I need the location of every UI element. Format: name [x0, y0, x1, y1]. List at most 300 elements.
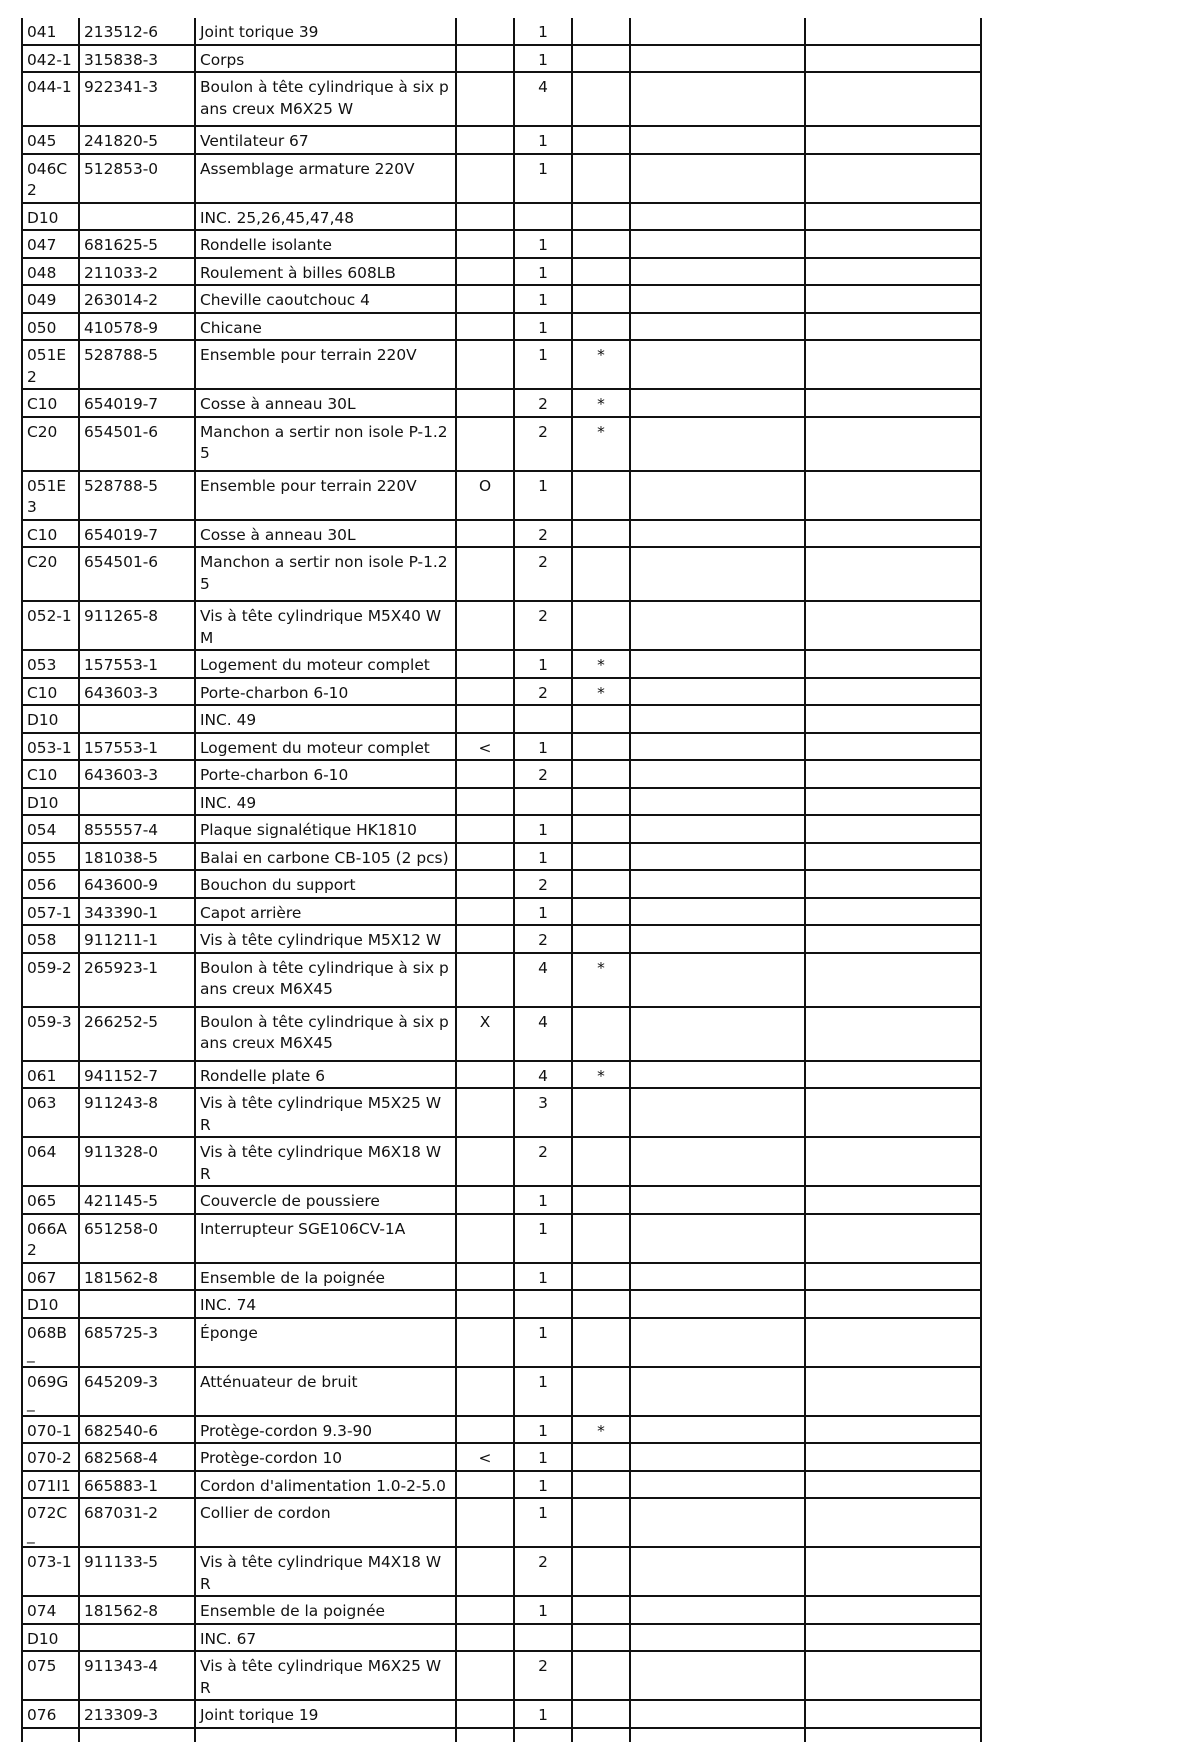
- empty-cell: [805, 1651, 981, 1700]
- mark-cell: [456, 230, 514, 258]
- table-row: [22, 1498, 981, 1547]
- note-cell: [572, 1214, 630, 1263]
- part-number-cell: 241820-5: [79, 126, 195, 154]
- empty-cell: [572, 1728, 630, 1742]
- mark-cell: [456, 18, 514, 45]
- part-number-cell: 911133-5: [79, 1547, 195, 1596]
- quantity-cell: [514, 788, 572, 816]
- empty-cell: [805, 45, 981, 73]
- table-row: [22, 601, 981, 650]
- mark-cell: [456, 1088, 514, 1137]
- part-number-cell: 651258-0: [79, 1214, 195, 1263]
- empty-cell: [630, 705, 805, 733]
- note-cell: [572, 1367, 630, 1416]
- item-number-cell: C10: [22, 389, 79, 417]
- item-number-cell: D10: [22, 788, 79, 816]
- empty-cell: [805, 678, 981, 706]
- quantity-cell: 1: [514, 340, 572, 389]
- note-cell: [572, 520, 630, 548]
- mark-cell: [456, 203, 514, 231]
- empty-cell: [79, 1728, 195, 1742]
- part-number-cell: 685725-3: [79, 1318, 195, 1367]
- empty-cell: [630, 340, 805, 389]
- quantity-cell: 1: [514, 18, 572, 45]
- mark-cell: [456, 547, 514, 601]
- mark-cell: [456, 1651, 514, 1700]
- empty-cell: [22, 1728, 79, 1742]
- mark-cell: [456, 1214, 514, 1263]
- table-row: [22, 1088, 981, 1137]
- quantity-cell: 1: [514, 1367, 572, 1416]
- mark-cell: [456, 705, 514, 733]
- item-number-cell: 046C2: [22, 154, 79, 203]
- table-row: [22, 126, 981, 154]
- note-cell: [572, 72, 630, 126]
- note-cell: [572, 203, 630, 231]
- table-row: [22, 1214, 981, 1263]
- item-number-cell: 044-1: [22, 72, 79, 126]
- mark-cell: [456, 1263, 514, 1291]
- empty-cell: [630, 601, 805, 650]
- quantity-cell: 1: [514, 1263, 572, 1291]
- empty-cell: [630, 1547, 805, 1596]
- description-cell: Chicane: [195, 313, 456, 341]
- mark-cell: [456, 1367, 514, 1416]
- mark-cell: [456, 1596, 514, 1624]
- empty-cell: [805, 285, 981, 313]
- item-number-cell: 065: [22, 1186, 79, 1214]
- mark-cell: [456, 1700, 514, 1728]
- part-number-cell: 265923-1: [79, 953, 195, 1007]
- table-row: [22, 285, 981, 313]
- mark-cell: [456, 650, 514, 678]
- quantity-cell: 1: [514, 815, 572, 843]
- table-row: [22, 1137, 981, 1186]
- part-number-cell: 922341-3: [79, 72, 195, 126]
- empty-cell: [805, 126, 981, 154]
- description-cell: INC. 25,26,45,47,48: [195, 203, 456, 231]
- table-row: [22, 1596, 981, 1624]
- part-number-cell: 681625-5: [79, 230, 195, 258]
- note-cell: [572, 1596, 630, 1624]
- quantity-cell: 2: [514, 1137, 572, 1186]
- description-cell: Protège-cordon 10: [195, 1443, 456, 1471]
- quantity-cell: 1: [514, 1214, 572, 1263]
- table-row: [22, 340, 981, 389]
- table-row: [22, 1624, 981, 1652]
- description-cell: Cordon d'alimentation 1.0-2-5.0: [195, 1471, 456, 1499]
- note-cell: *: [572, 678, 630, 706]
- table-row: [22, 230, 981, 258]
- empty-cell: [630, 1624, 805, 1652]
- item-number-cell: 066A2: [22, 1214, 79, 1263]
- description-cell: Bouchon du support: [195, 870, 456, 898]
- quantity-cell: 2: [514, 925, 572, 953]
- part-number-cell: 213512-6: [79, 18, 195, 45]
- empty-cell: [805, 203, 981, 231]
- description-cell: Vis à tête cylindrique M4X18 WR: [195, 1547, 456, 1596]
- empty-cell: [805, 843, 981, 871]
- empty-cell: [805, 898, 981, 926]
- description-cell: Cosse à anneau 30L: [195, 520, 456, 548]
- quantity-cell: 1: [514, 313, 572, 341]
- part-number-cell: [79, 1290, 195, 1318]
- empty-cell: [630, 898, 805, 926]
- mark-cell: [456, 258, 514, 286]
- mark-cell: [456, 870, 514, 898]
- table-row: [22, 815, 981, 843]
- mark-cell: [456, 1471, 514, 1499]
- description-cell: Rondelle isolante: [195, 230, 456, 258]
- empty-cell: [630, 471, 805, 520]
- item-number-cell: 068B_: [22, 1318, 79, 1367]
- part-number-cell: 211033-2: [79, 258, 195, 286]
- empty-cell: [630, 953, 805, 1007]
- empty-cell: [805, 547, 981, 601]
- empty-cell: [805, 1443, 981, 1471]
- description-cell: INC. 67: [195, 1624, 456, 1652]
- note-cell: *: [572, 389, 630, 417]
- mark-cell: [456, 1498, 514, 1547]
- empty-cell: [630, 1214, 805, 1263]
- empty-cell: [630, 1596, 805, 1624]
- quantity-cell: 1: [514, 45, 572, 73]
- empty-cell: [805, 72, 981, 126]
- empty-cell: [630, 1651, 805, 1700]
- description-cell: Collier de cordon: [195, 1498, 456, 1547]
- table-row: [22, 1547, 981, 1596]
- note-cell: [572, 547, 630, 601]
- empty-cell: [805, 925, 981, 953]
- note-cell: [572, 1651, 630, 1700]
- part-number-cell: [79, 705, 195, 733]
- empty-cell: [805, 1596, 981, 1624]
- item-number-cell: D10: [22, 203, 79, 231]
- note-cell: *: [572, 650, 630, 678]
- empty-cell: [805, 1061, 981, 1089]
- description-cell: Ventilateur 67: [195, 126, 456, 154]
- part-number-cell: 643603-3: [79, 760, 195, 788]
- empty-cell: [630, 1263, 805, 1291]
- empty-cell: [805, 870, 981, 898]
- note-cell: [572, 471, 630, 520]
- empty-cell: [514, 1728, 572, 1742]
- part-number-cell: 213309-3: [79, 1700, 195, 1728]
- part-number-cell: 643600-9: [79, 870, 195, 898]
- description-cell: Ensemble de la poignée: [195, 1596, 456, 1624]
- part-number-cell: 157553-1: [79, 733, 195, 761]
- description-cell: Boulon à tête cylindrique à six pans creux M6X25 W: [195, 72, 456, 126]
- mark-cell: [456, 678, 514, 706]
- table-row: [22, 203, 981, 231]
- quantity-cell: 1: [514, 733, 572, 761]
- description-cell: Joint torique 19: [195, 1700, 456, 1728]
- empty-cell: [805, 1186, 981, 1214]
- description-cell: Manchon a sertir non isole P-1.25: [195, 417, 456, 471]
- empty-cell: [805, 1214, 981, 1263]
- empty-cell: [805, 733, 981, 761]
- description-cell: Vis à tête cylindrique M5X40 WM: [195, 601, 456, 650]
- note-cell: [572, 1318, 630, 1367]
- note-cell: [572, 788, 630, 816]
- part-number-cell: 911211-1: [79, 925, 195, 953]
- mark-cell: [456, 285, 514, 313]
- empty-cell: [630, 1498, 805, 1547]
- item-number-cell: 049: [22, 285, 79, 313]
- description-cell: Manchon a sertir non isole P-1.25: [195, 547, 456, 601]
- mark-cell: [456, 1318, 514, 1367]
- table-row: [22, 870, 981, 898]
- empty-cell: [805, 154, 981, 203]
- table-continuation-row: [22, 1728, 981, 1742]
- part-number-cell: 911343-4: [79, 1651, 195, 1700]
- empty-cell: [805, 520, 981, 548]
- item-number-cell: C10: [22, 678, 79, 706]
- note-cell: [572, 898, 630, 926]
- quantity-cell: 1: [514, 898, 572, 926]
- empty-cell: [630, 1318, 805, 1367]
- empty-cell: [805, 389, 981, 417]
- empty-cell: [805, 1088, 981, 1137]
- description-cell: Cheville caoutchouc 4: [195, 285, 456, 313]
- empty-cell: [805, 760, 981, 788]
- mark-cell: X: [456, 1007, 514, 1061]
- quantity-cell: [514, 1290, 572, 1318]
- description-cell: Balai en carbone CB-105 (2 pcs): [195, 843, 456, 871]
- empty-cell: [630, 788, 805, 816]
- quantity-cell: [514, 203, 572, 231]
- empty-cell: [805, 258, 981, 286]
- empty-cell: [630, 1367, 805, 1416]
- part-number-cell: 911265-8: [79, 601, 195, 650]
- empty-cell: [805, 601, 981, 650]
- empty-cell: [805, 1728, 981, 1742]
- quantity-cell: 1: [514, 1318, 572, 1367]
- table-row: [22, 154, 981, 203]
- table-row: [22, 788, 981, 816]
- empty-cell: [630, 1007, 805, 1061]
- part-number-cell: 181562-8: [79, 1263, 195, 1291]
- empty-cell: [630, 1443, 805, 1471]
- quantity-cell: 2: [514, 760, 572, 788]
- empty-cell: [630, 925, 805, 953]
- item-number-cell: 054: [22, 815, 79, 843]
- note-cell: *: [572, 340, 630, 389]
- part-number-cell: 181562-8: [79, 1596, 195, 1624]
- quantity-cell: 1: [514, 126, 572, 154]
- part-number-cell: 855557-4: [79, 815, 195, 843]
- part-number-cell: 157553-1: [79, 650, 195, 678]
- description-cell: Vis à tête cylindrique M5X12 W: [195, 925, 456, 953]
- quantity-cell: 1: [514, 1186, 572, 1214]
- table-row: [22, 471, 981, 520]
- note-cell: [572, 45, 630, 73]
- item-number-cell: 070-2: [22, 1443, 79, 1471]
- item-number-cell: D10: [22, 705, 79, 733]
- note-cell: [572, 1471, 630, 1499]
- mark-cell: [456, 340, 514, 389]
- mark-cell: [456, 1061, 514, 1089]
- note-cell: [572, 126, 630, 154]
- part-number-cell: 941152-7: [79, 1061, 195, 1089]
- item-number-cell: D10: [22, 1624, 79, 1652]
- item-number-cell: 075: [22, 1651, 79, 1700]
- part-number-cell: 654019-7: [79, 389, 195, 417]
- empty-cell: [805, 18, 981, 45]
- description-cell: Interrupteur SGE106CV-1A: [195, 1214, 456, 1263]
- empty-cell: [805, 1624, 981, 1652]
- description-cell: Roulement à billes 608LB: [195, 258, 456, 286]
- empty-cell: [630, 733, 805, 761]
- table-row: [22, 843, 981, 871]
- table-row: [22, 1186, 981, 1214]
- description-cell: Assemblage armature 220V: [195, 154, 456, 203]
- mark-cell: [456, 1547, 514, 1596]
- table-row: [22, 925, 981, 953]
- item-number-cell: 045: [22, 126, 79, 154]
- description-cell: Logement du moteur complet: [195, 733, 456, 761]
- empty-cell: [630, 203, 805, 231]
- item-number-cell: 074: [22, 1596, 79, 1624]
- description-cell: Porte-charbon 6-10: [195, 678, 456, 706]
- description-cell: Atténuateur de bruit: [195, 1367, 456, 1416]
- empty-cell: [805, 1290, 981, 1318]
- part-number-cell: 263014-2: [79, 285, 195, 313]
- mark-cell: [456, 313, 514, 341]
- mark-cell: <: [456, 1443, 514, 1471]
- mark-cell: [456, 601, 514, 650]
- part-number-cell: 528788-5: [79, 340, 195, 389]
- item-number-cell: 053: [22, 650, 79, 678]
- part-number-cell: 528788-5: [79, 471, 195, 520]
- description-cell: INC. 49: [195, 705, 456, 733]
- note-cell: [572, 1498, 630, 1547]
- empty-cell: [630, 1290, 805, 1318]
- table-row: [22, 1263, 981, 1291]
- item-number-cell: 067: [22, 1263, 79, 1291]
- item-number-cell: C20: [22, 417, 79, 471]
- description-cell: Éponge: [195, 1318, 456, 1367]
- table-row: [22, 650, 981, 678]
- empty-cell: [630, 18, 805, 45]
- description-cell: Boulon à tête cylindrique à six pans creux M6X45: [195, 1007, 456, 1061]
- empty-cell: [630, 1416, 805, 1444]
- quantity-cell: 1: [514, 471, 572, 520]
- note-cell: [572, 1290, 630, 1318]
- table-row: [22, 1290, 981, 1318]
- empty-cell: [805, 230, 981, 258]
- item-number-cell: 059-2: [22, 953, 79, 1007]
- empty-cell: [630, 678, 805, 706]
- note-cell: [572, 1443, 630, 1471]
- empty-cell: [805, 1318, 981, 1367]
- empty-cell: [805, 340, 981, 389]
- quantity-cell: 2: [514, 601, 572, 650]
- note-cell: [572, 601, 630, 650]
- empty-cell: [630, 1137, 805, 1186]
- mark-cell: [456, 760, 514, 788]
- table-row: [22, 1700, 981, 1728]
- empty-cell: [630, 45, 805, 73]
- empty-cell: [630, 1728, 805, 1742]
- empty-cell: [630, 520, 805, 548]
- note-cell: [572, 1624, 630, 1652]
- empty-cell: [805, 650, 981, 678]
- empty-cell: [805, 1263, 981, 1291]
- quantity-cell: [514, 705, 572, 733]
- description-cell: Vis à tête cylindrique M6X25 WR: [195, 1651, 456, 1700]
- description-cell: Vis à tête cylindrique M6X18 WR: [195, 1137, 456, 1186]
- empty-cell: [630, 1061, 805, 1089]
- empty-cell: [630, 1186, 805, 1214]
- part-number-cell: 654501-6: [79, 417, 195, 471]
- table-row: [22, 520, 981, 548]
- part-number-cell: 654019-7: [79, 520, 195, 548]
- empty-cell: [630, 154, 805, 203]
- note-cell: [572, 870, 630, 898]
- note-cell: [572, 1263, 630, 1291]
- empty-cell: [805, 1367, 981, 1416]
- empty-cell: [805, 417, 981, 471]
- item-number-cell: 058: [22, 925, 79, 953]
- table-row: [22, 1318, 981, 1367]
- description-cell: Logement du moteur complet: [195, 650, 456, 678]
- table-row: [22, 953, 981, 1007]
- mark-cell: [456, 815, 514, 843]
- table-row: [22, 1651, 981, 1700]
- description-cell: Joint torique 39: [195, 18, 456, 45]
- note-cell: [572, 230, 630, 258]
- mark-cell: [456, 898, 514, 926]
- item-number-cell: 076: [22, 1700, 79, 1728]
- description-cell: Couvercle de poussiere: [195, 1186, 456, 1214]
- description-cell: Capot arrière: [195, 898, 456, 926]
- empty-cell: [805, 313, 981, 341]
- description-cell: Corps: [195, 45, 456, 73]
- table-row: [22, 313, 981, 341]
- quantity-cell: 2: [514, 1547, 572, 1596]
- item-number-cell: 050: [22, 313, 79, 341]
- quantity-cell: 1: [514, 1700, 572, 1728]
- part-number-cell: 682540-6: [79, 1416, 195, 1444]
- mark-cell: [456, 1290, 514, 1318]
- quantity-cell: 2: [514, 870, 572, 898]
- description-cell: INC. 49: [195, 788, 456, 816]
- empty-cell: [805, 1137, 981, 1186]
- mark-cell: [456, 154, 514, 203]
- table-row: [22, 705, 981, 733]
- empty-cell: [805, 1498, 981, 1547]
- part-number-cell: 654501-6: [79, 547, 195, 601]
- empty-cell: [630, 760, 805, 788]
- part-number-cell: 682568-4: [79, 1443, 195, 1471]
- table-row: [22, 898, 981, 926]
- note-cell: [572, 815, 630, 843]
- item-number-cell: C10: [22, 760, 79, 788]
- quantity-cell: 2: [514, 1651, 572, 1700]
- quantity-cell: 4: [514, 72, 572, 126]
- table-row: [22, 258, 981, 286]
- note-cell: *: [572, 1061, 630, 1089]
- note-cell: [572, 925, 630, 953]
- mark-cell: [456, 126, 514, 154]
- note-cell: [572, 1088, 630, 1137]
- table-row: [22, 760, 981, 788]
- note-cell: [572, 843, 630, 871]
- quantity-cell: 2: [514, 389, 572, 417]
- quantity-cell: 1: [514, 650, 572, 678]
- mark-cell: [456, 520, 514, 548]
